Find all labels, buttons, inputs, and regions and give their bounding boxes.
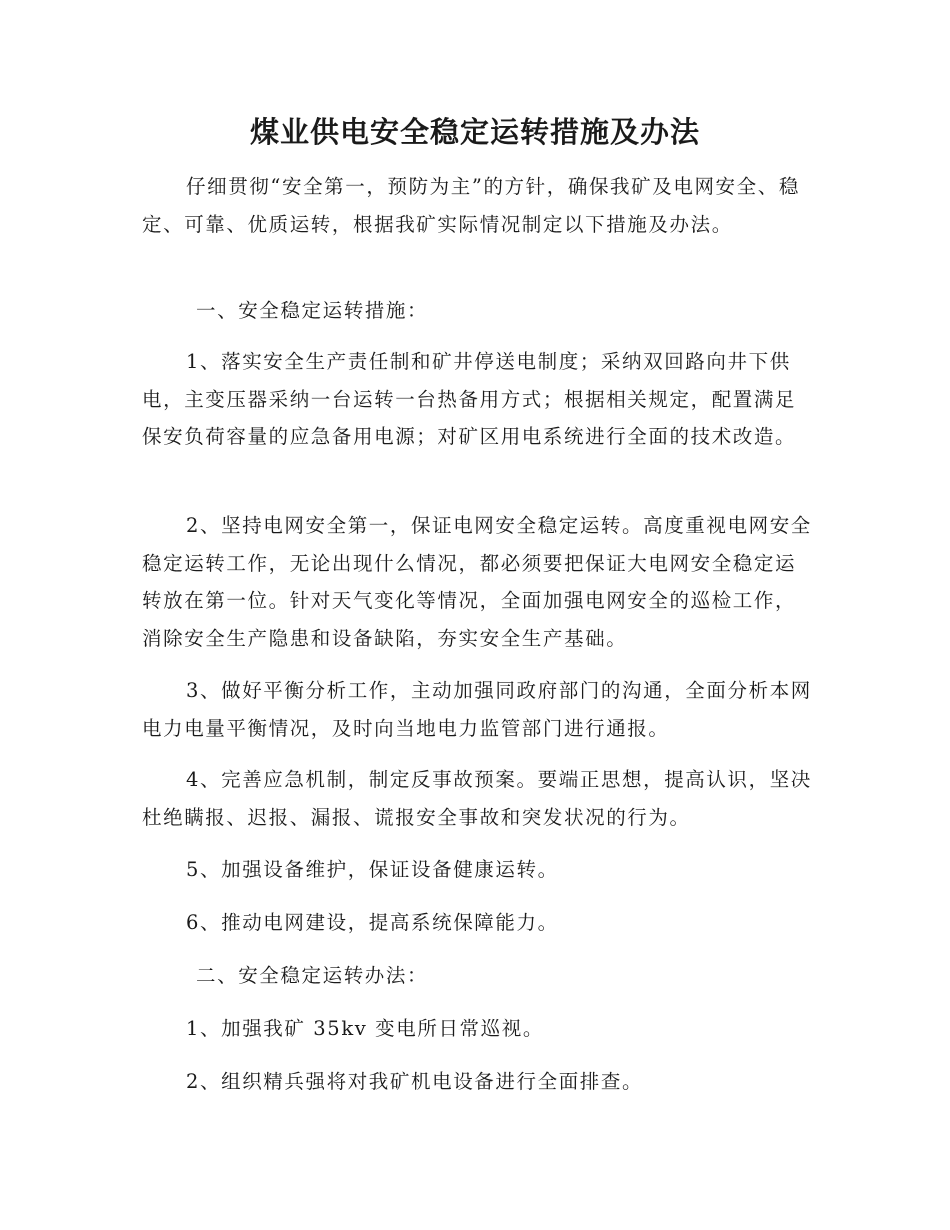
section2-item-1: 1、加强我矿 35kv 变电所日常巡视。	[186, 1017, 544, 1040]
intro-paragraph: 仔细贯彻“安全第一，预防为主”的方针，确保我矿及电网安全、稳定、可靠、优质运转，根据我矿实际情况制定以下措施及办法。	[142, 175, 800, 236]
section1-item-4: 4、完善应急机制，制定反事故预案。要端正思想，提高认识，坚决杜绝瞒报、迟报、漏报、谎报安全事故和突发状况的行为。	[142, 768, 812, 829]
section1-heading: 一、安全稳定运转措施：	[196, 299, 429, 322]
document-title: 煤业供电安全稳定运转措施及办法	[249, 115, 700, 149]
section2-item-2: 2、组织精兵强将对我矿机电设备进行全面排查。	[186, 1070, 644, 1093]
section1-item-5: 5、加强设备维护，保证设备健康运转。	[186, 858, 559, 881]
section1-item-1: 1、落实安全生产责任制和矿井停送电制度；采纳双回路向井下供电，主变压器采纳一台运转一台热备用方式；根据相关规定，配置满足保安负荷容量的应急备用电源；对矿区用电系统进行全面的技术改造。	[142, 350, 797, 448]
section1-item-2: 2、坚持电网安全第一，保证电网安全稳定运转。高度重视电网安全稳定运转工作，无论出现什么情况，都必须要把保证大电网安全稳定运转放在第一位。针对天气变化等情况，全面加强电网安全的巡检工作，消除安全生产隐患和设备缺陷，夯实安全生产基础。	[142, 514, 812, 650]
section1-item-6: 6、推动电网建设，提高系统保障能力。	[186, 911, 559, 934]
section2-heading: 二、安全稳定运转办法：	[196, 964, 429, 987]
section1-item-3: 3、做好平衡分析工作，主动加强同政府部门的沟通，全面分析本网电力电量平衡情况，及时向当地电力监管部门进行通报。	[142, 679, 812, 740]
